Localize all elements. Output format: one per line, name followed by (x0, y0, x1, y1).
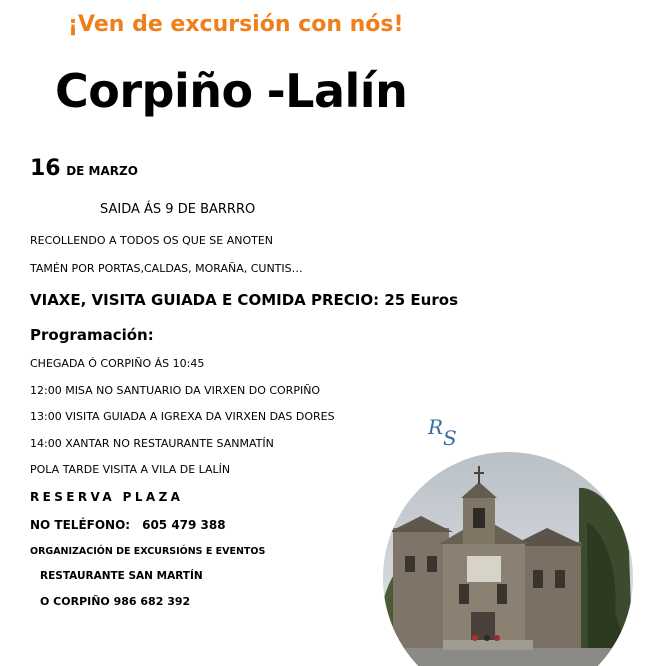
restaurant-name: RESTAURANTE SAN MARTÍN (40, 570, 203, 582)
date-month: DE MARZO (66, 164, 138, 178)
pickup-info: RECOLLENDO A TODOS OS QUE SE ANOTEN (30, 234, 274, 247)
programme-heading: Programación: (30, 326, 154, 344)
trip-date (30, 156, 138, 181)
date-day: 16 (30, 156, 61, 181)
organizer-line: ORGANIZACIÓN DE EXCURSIÓNS E EVENTOS (30, 546, 266, 557)
programme-item: 13:00 VISITA GUIADA A IGREXA DA VIRXEN DAS DORES (30, 410, 335, 423)
tagline: ¡Ven de excursión con nós! (68, 12, 404, 37)
logo-glyph: S (443, 426, 457, 448)
contact-line: O CORPIÑO 986 682 392 (40, 595, 191, 608)
programme-item: 14:00 XANTAR NO RESTAURANTE SANMATÍN (30, 437, 274, 450)
title-part-2: -Lalín (266, 64, 408, 118)
sanctuary-photo (383, 452, 633, 666)
page-title (55, 64, 407, 118)
departure-info: SAIDA ÁS 9 DE BARRRO (100, 202, 256, 217)
phone-number: 605 479 388 (142, 518, 226, 532)
programme-item: POLA TARDE VISITA A VILA DE LALÍN (30, 463, 231, 476)
phone-label: NO TELÉFONO: (30, 518, 131, 532)
programme-item: CHEGADA Ó CORPIÑO ÁS 10:45 (30, 357, 205, 370)
reservation-heading: RESERVA PLAZA (30, 490, 184, 504)
reservation-phone (30, 518, 226, 532)
rs-logo (426, 412, 466, 448)
price-info: VIAXE, VISITA GUIADA E COMIDA PRECIO: 25 Euros (30, 291, 458, 309)
stops-info: TAMÉN POR PORTAS,CALDAS, MORAÑA, CUNTIS… (30, 262, 303, 275)
title-part-1: Corpiño (55, 64, 253, 118)
logo-glyph: R (428, 415, 444, 439)
programme-item: 12:00 MISA NO SANTUARIO DA VIRXEN DO CORPIÑO (30, 384, 321, 397)
